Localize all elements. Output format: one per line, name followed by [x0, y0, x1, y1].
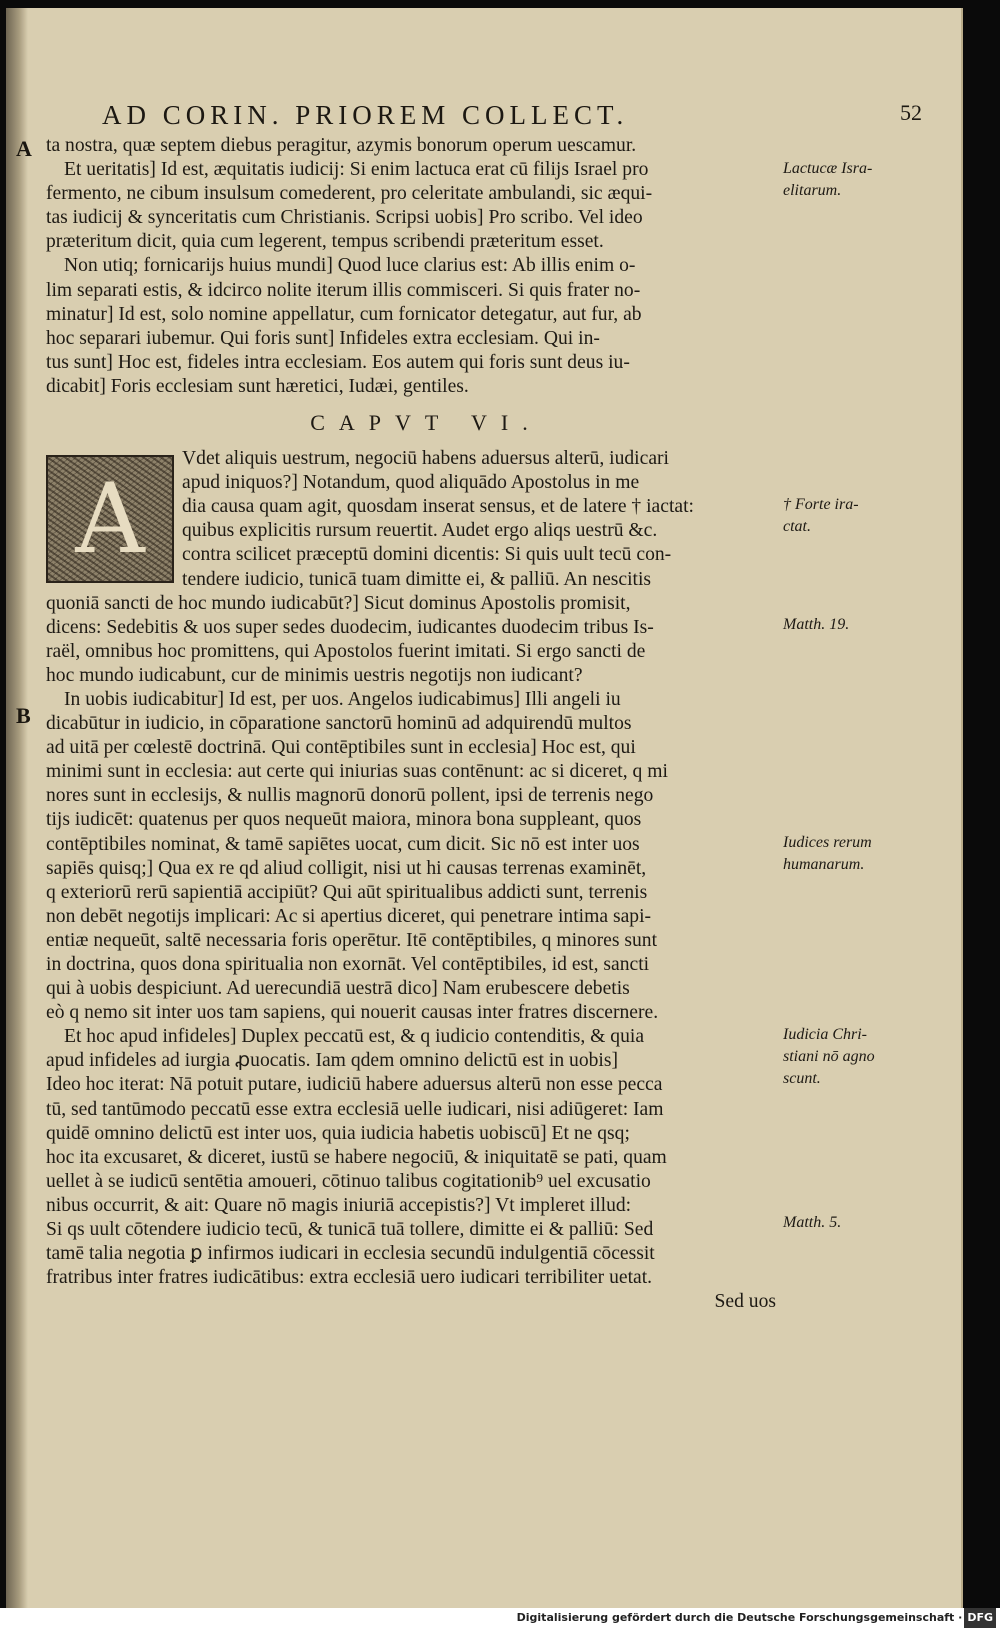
text-line [46, 1194, 776, 1218]
text-line [46, 351, 776, 375]
line-text: tamē talia negotia ꝑ infirmos iudicari in ecclesia secundū indulgentiā cōcessit [46, 1243, 655, 1265]
line-text: uellet à se iudicū sentētia amoueri, cōtinuo talibus cogitationib⁹ uel excusatio [46, 1170, 651, 1192]
text-line [46, 808, 776, 832]
text-line [46, 495, 776, 519]
chapter-heading: CAPVT VI. [310, 410, 542, 436]
margin-note: Iudicia Chri- stiani nō agno scunt. [783, 1026, 875, 1087]
margin-note: † Forte ira- ctat. [783, 496, 859, 535]
line-text: sapiēs quisq;] Qua ex re qd aliud colligit, nisi ut hi causas terrenas examinēt, [46, 857, 647, 879]
text-line [46, 519, 776, 543]
running-header [102, 100, 922, 131]
line-text: Non utiq; fornicarijs huius mundi] Quod luce clarius est: Ab illis enim o- [64, 255, 636, 277]
text-line [46, 905, 776, 929]
margin-note: Matth. 5. [783, 1214, 842, 1231]
line-text: tū, sed tantūmodo peccatū esse extra ecclesiā uelle iudicari, nisi adiūgeret: Iam [46, 1098, 664, 1120]
dropcap-block [46, 447, 776, 592]
text-line [46, 664, 776, 688]
text-line [46, 1025, 776, 1049]
line-text: In uobis iudicabitur] Id est, per uos. Angelos iudicabimus] Illi angeli iu [64, 688, 621, 710]
line-text: ad uitā per cœlestē doctrinā. Qui contēptibiles sunt in ecclesia] Hoc est, qui [46, 737, 636, 759]
line-text: eò q nemo sit inter uos tam sapiens, qui nouerit causas inter fratres discernere. [46, 1002, 659, 1024]
line-text: tijs iudicēt: quatenus per quos nequeūt maiora, minora bona suppleant, quos [46, 809, 642, 831]
line-text: entiæ nequeūt, saltē necessaria foris operētur. Itē contēptibiles, q minores sunt [46, 929, 658, 951]
running-title: AD CORIN. PRIOREM COLLECT. [102, 100, 629, 130]
text-line [46, 230, 776, 254]
line-text: in doctrina, quos dona spiritualia non exornāt. Vel contēptibiles, id est, sancti [46, 954, 650, 975]
line-text: nores sunt in ecclesijs, & nullis magnorū donorū pollent, ipsi de terrenis nego [46, 785, 654, 807]
line-text: præteritum dicit, quia cum legerent, tempus scribendi præteritum esset. [46, 231, 604, 253]
text-line [46, 254, 776, 278]
text-line [46, 833, 776, 857]
line-text: minimi sunt in ecclesia: aut certe qui iniurias suas contēnunt: ac si diceret, q mi [46, 761, 668, 783]
line-text: apud infideles ad iurgia ꝓuocatis. Iam qdem omnino delictū est in uobis] [46, 1050, 619, 1072]
text-line [46, 616, 776, 640]
catchword: Sed uos [714, 1291, 776, 1313]
line-text: dia causa quam agit, quosdam inserat sensus, et de latere † iactat: [182, 496, 694, 518]
text-line [46, 543, 776, 567]
folio-number: 52 [900, 100, 922, 125]
line-text: fermento, ne cibum insulsum comederent, pro celeritate ambulandi, sic æqui- [46, 183, 653, 205]
text-line [46, 688, 776, 712]
main-text [46, 134, 776, 1314]
line-text: tendere iudicio, tunicā tuam dimitte ei, & palliū. An nescitis [182, 568, 652, 590]
line-text: nibus occurrit, & ait: Quare nō magis iniuriā accepistis?] Vt impleret illud: [46, 1194, 632, 1216]
line-text: Si qs uult cōtendere iudicio tecū, & tunicā tuā tollere, dimitte ei & palliū: Sed [46, 1219, 654, 1241]
line-text: dicabit] Foris ecclesiam sunt hæretici, Iudæi, gentiles. [46, 375, 469, 397]
text-line [46, 881, 776, 905]
line-text: hoc ita excusaret, & diceret, iustū se habere negociū, & iniquitatē se pati, quam [46, 1146, 667, 1168]
line-text: qui à uobis despiciunt. Ad uerecundiā uestrā dico] Nam erubescere debetis [46, 978, 630, 1000]
margin-note: Lactucæ Isra- elitarum. [783, 160, 873, 199]
line-text: apud iniquos?] Notandum, quod aliquādo Apostolus in me [182, 472, 640, 494]
text-line [46, 1049, 776, 1073]
text-line [46, 447, 776, 471]
text-line [46, 206, 776, 230]
text-line [46, 1242, 776, 1266]
dropcap-letter: A [75, 463, 145, 576]
text-line [46, 158, 776, 182]
section-letter-b: B [16, 703, 31, 728]
margin-note: Matth. 19. [783, 616, 850, 633]
line-text: non debēt negotijs implicari: Ac si apertius diceret, qui penetrare intima sapi- [46, 905, 652, 927]
text-line [46, 1122, 776, 1146]
margin-note: Iudices rerum humanarum. [783, 834, 872, 873]
line-text: tus sunt] Hoc est, fideles intra ecclesiam. Eos autem qui foris sunt deus iu- [46, 351, 630, 373]
text-line [46, 784, 776, 808]
text-line [46, 1001, 776, 1025]
footer-credit: Digitalisierung gefördert durch die Deutsche Forschungsgemeinschaft · [516, 1611, 963, 1624]
text-line [46, 1170, 776, 1194]
text-line [46, 1098, 776, 1122]
text-block-after [46, 592, 776, 1291]
text-line [46, 1218, 776, 1242]
text-line [46, 375, 776, 399]
line-text: minatur] Id est, solo nomine appellatur, cum fornicator detegatur, aut fur, ab [46, 303, 642, 325]
line-text: q exteriorū rerū sapientiā accipiūt? Qui aūt spiritualibus addicti sunt, terrenis [46, 881, 648, 903]
dfg-logo: DFG [964, 1608, 996, 1628]
line-text: tas iudicij & synceritatis cum Christianis. Scripsi uobis] Pro scribo. Vel ideo [46, 207, 643, 229]
line-text: dicens: Sedebitis & uos super sedes duodecim, iudicantes duodecim tribus Is- [46, 616, 654, 638]
text-line [46, 929, 776, 953]
text-line [46, 303, 776, 327]
line-text: quibus explicitis rursum reuertit. Audet ergo aliqs uestrū &c. [182, 520, 658, 542]
text-line [46, 592, 776, 616]
footer-bar [0, 1608, 1000, 1628]
text-line [46, 640, 776, 664]
section-letter-a: A [16, 136, 32, 161]
line-text: contēptibiles nominat, & tamē sapiētes uocat, cum dicit. Sic nō est inter uos [46, 833, 640, 855]
line-text: lim separati estis, & idcirco nolite iterum illis commisceri. Si quis frater no- [46, 279, 641, 301]
text-line [46, 1073, 776, 1097]
text-line [46, 134, 776, 158]
text-line [46, 471, 776, 495]
text-line [46, 760, 776, 784]
dropcap-lines [46, 447, 776, 592]
text-line [46, 736, 776, 760]
text-block-before [46, 134, 776, 399]
binding-shadow [6, 8, 28, 1608]
line-text: dicabūtur in iudicio, in cōparatione sanctorū hominū ad adquirendū multos [46, 713, 632, 735]
line-text: hoc separari iubemur. Qui foris sunt] Infideles extra ecclesiam. Qui in- [46, 327, 600, 349]
text-line [46, 279, 776, 303]
text-line [46, 953, 776, 977]
line-text: contra scilicet præceptū domini dicentis: Si quis uult tecū con- [182, 544, 672, 566]
text-line [46, 327, 776, 351]
line-text: quoniā sancti de hoc mundo iudicabūt?] Sicut dominus Apostolis promisit, [46, 592, 631, 614]
line-text: Et ueritatis] Id est, æquitatis iudicij: Si enim lactuca erat cū filijs Israel pro [64, 159, 649, 181]
line-text: Ideo hoc iterat: Nā potuit putare, iudiciū habere aduersus alterū non esse pecca [46, 1074, 663, 1096]
book-page [6, 8, 963, 1608]
text-line [46, 977, 776, 1001]
line-text: Vdet aliquis uestrum, negociū habens aduersus alterū, iudicari [182, 448, 669, 470]
line-text: raël, omnibus hoc promittens, qui Apostolos fuerint imitati. Si ergo sancti de [46, 640, 646, 662]
text-line [46, 1266, 776, 1290]
line-text: ta nostra, quæ septem diebus peragitur, azymis bonorum operum uescamur. [46, 135, 637, 156]
text-line [46, 1146, 776, 1170]
line-text: fratribus inter fratres iudicātibus: extra ecclesiā uero iudicari terribiliter uetat. [46, 1267, 653, 1289]
line-text: hoc mundo iudicabunt, cur de minimis uestris negotijs non iudicant? [46, 664, 583, 686]
text-line [46, 568, 776, 592]
line-text: Et hoc apud infideles] Duplex peccatū est, & q iudicio contenditis, & quia [64, 1026, 645, 1048]
text-line [46, 182, 776, 206]
text-line [46, 712, 776, 736]
line-text: quidē omnino delictū est inter uos, quia iudicia habetis uobiscū] Et ne qsq; [46, 1122, 630, 1144]
text-line [46, 857, 776, 881]
